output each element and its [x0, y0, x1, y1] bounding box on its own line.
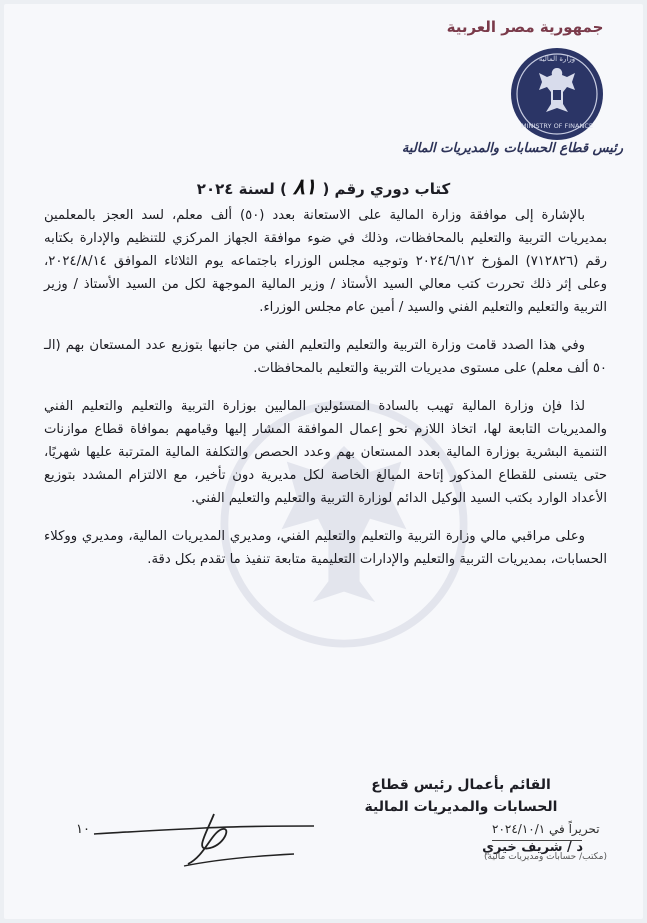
- republic-heading: جمهورية مصر العربية: [446, 18, 604, 36]
- date-stamp: [492, 822, 600, 836]
- paragraph-1: بالإشارة إلى موافقة وزارة المالية على الاستعانة بعدد (٥٠) ألف معلم، لسد العجز بالمعلمين بمديريات التربية والتعليم بالمحافظات، وذلك في ضوء موافقة الجهاز المركزي للتنظيم والإدارة بكتابه رقم (٧١٢٨٢٦) المؤرخ ٢٠٢٤/٦/١٢ وتوجيه مجلس الوزراء باجتماعه يوم الثلاثاء الموافق ٢٠٢٤/٨/١٤، وعلى إثر ذلك تحررت كتب معالي السيد الأستاذ / وزير المالية الموجهة لكل من السيد الأستاذ / وزير التربية والتعليم والتعليم الفني والسيد / أمين عام مجلس الوزراء.: [44, 208, 608, 315]
- date-underline: [492, 840, 582, 841]
- signer-name: د / شريف خيري: [482, 840, 583, 855]
- letter-page: [4, 4, 643, 919]
- handwritten-signature: [84, 804, 324, 874]
- title-suffix: ) لسنة ٢٠٢٤: [196, 180, 287, 198]
- title-prefix: كتاب دوري رقم (: [322, 180, 451, 198]
- logo-text-ar: وزارة المالية: [538, 55, 576, 63]
- office-reference: (مكتب/ حسابات ومديريات مالية): [484, 852, 607, 862]
- circular-number: ٨١: [292, 174, 317, 200]
- paragraph-4: وعلى مراقبي مالي وزارة التربية والتعليم والتعليم الفني، ومديري المديريات المالية، ومديري ووكلاء الحسابات، بمديريات التربية والتعليم والإدارات التعليمية متابعة تنفيذ ما تقدم بكل دقة.: [44, 529, 607, 567]
- margin-mark: ١٠: [76, 822, 90, 837]
- signature-title-line-2: الحسابات والمديريات المالية: [364, 799, 558, 815]
- date-label: تحريراً في: [549, 822, 600, 836]
- signature-title-line-1: القائم بأعمال رئيس قطاع: [371, 777, 551, 793]
- paragraph-3: لذا فإن وزارة المالية تهيب بالسادة المسئولين الماليين بوزارة التربية والتعليم والتعليم الفني والمديريات التابعة لها، اتخاذ اللازم نحو إعمال الموافقة المشار إليها وقيامهم بموافاة قطاع موازنات التنمية البشرية بوزارة المالية بعدد المستعان بهم وعدد الحصص والتكلفة المالية المترتبة عليها شهريًا، حتى يتسنى للقطاع المذكور إتاحة المبالغ الخاصة لكل مديرية دون تأخير، مع الالتزام المشدد بتوزيع الأعداد الوارد بكتب السيد الوكيل الدائم لوزارة التربية والتعليم والتعليم الفني.: [44, 399, 607, 506]
- signature-title-block: [321, 774, 601, 818]
- date-value: ٢٠٢٤/١٠/١: [492, 822, 546, 836]
- paragraph-2: وفي هذا الصدد قامت وزارة التربية والتعليم والتعليم الفني من جانبها بتوزيع عدد المستعان بهم (الـ ٥٠ ألف معلم) على مستوى مديريات التربية والتعليم بالمحافظات.: [44, 338, 607, 376]
- sector-subtitle: رئيس قطاع الحسابات والمديريات المالية: [401, 141, 623, 156]
- circular-title: [4, 174, 643, 200]
- header-block: [425, 18, 625, 36]
- letter-body: [44, 204, 607, 571]
- logo-text-en: MINISTRY OF FINANCE: [521, 122, 593, 130]
- ministry-of-finance-logo: [509, 46, 605, 142]
